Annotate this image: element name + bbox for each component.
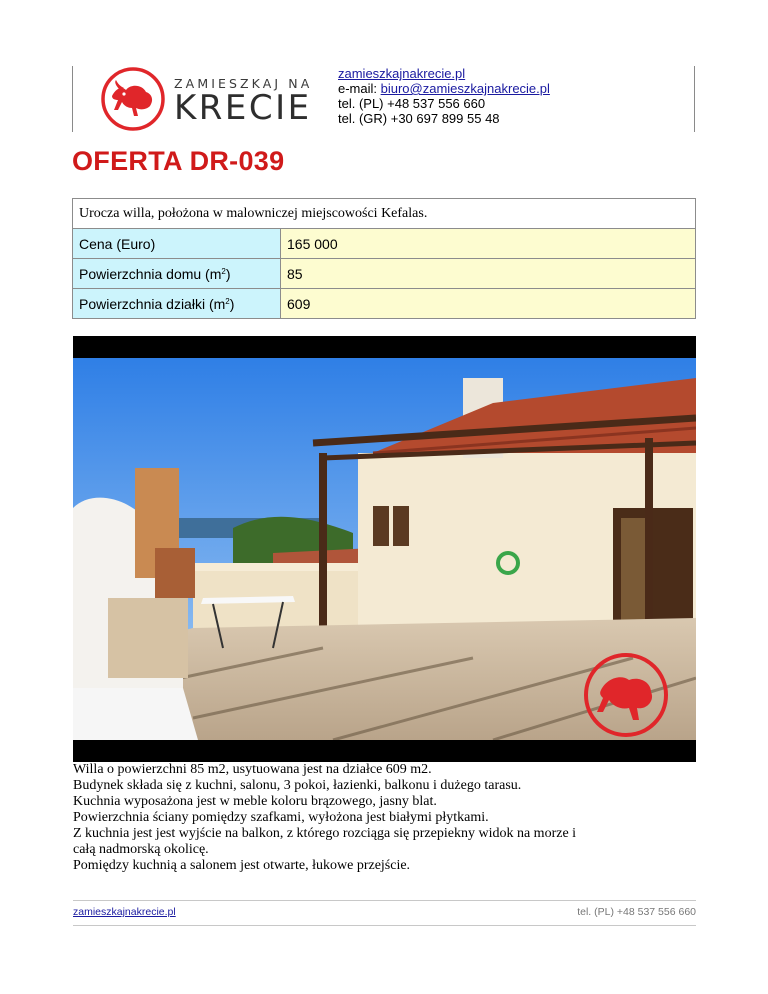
description-paragraph: Willa o powierzchni 85 m2, usytuowana jest na działce 609 m2. (73, 762, 432, 777)
description-paragraph: całą nadmorską okolicę. (73, 842, 209, 857)
table-row (73, 229, 696, 259)
plot-area-label: Powierzchnia działki $(m^2)$ (73, 289, 281, 319)
logo-text-bottom: KRECIE (174, 88, 312, 128)
website-link[interactable]: zamieszkajnakrecie.pl (338, 66, 466, 81)
house-area-value: 85 (281, 259, 696, 289)
header-divider-right (694, 66, 695, 132)
description-paragraph: Kuchnia wyposażona jest w meble koloru brązowego, jasny blat. (73, 794, 437, 809)
property-photo (73, 336, 696, 762)
email-label: e-mail: (338, 81, 381, 96)
property-description (73, 762, 693, 874)
company-logo[interactable] (100, 64, 320, 134)
description-paragraph: Pomiędzy kuchnią a salonem jest otwarte, łukowe przejście. (73, 858, 411, 873)
description-paragraph: Budynek składa się z kuchni, salonu, 3 pokoi, łazienki, balkonu i dużego tarasu. (73, 778, 522, 793)
footer-phone: tel. (PL) +48 537 556 660 (577, 906, 696, 918)
offer-title: OFERTA DR-039 (72, 146, 285, 176)
price-value: 165 000 (281, 229, 696, 259)
email-link[interactable]: biuro@zamieszkajnakrecie.pl (380, 81, 550, 96)
phone-gr: tel. (GR) +30 697 899 55 48 (338, 111, 500, 126)
description-paragraph: Z kuchnia jest jest wyjście na balkon, z którego rozciąga się przepiekny widok na morze i (73, 826, 577, 841)
contact-block (338, 66, 550, 126)
price-label: Cena (Euro) (73, 229, 281, 259)
table-row (73, 289, 696, 319)
house-area-label: Powierzchnia domu $(m^2)$ (73, 259, 281, 289)
description-paragraph: Powierzchnia ściany pomiędzy szafkami, wyłożona jest białymi płytkami. (73, 810, 489, 825)
offer-details-table (72, 198, 696, 319)
phone-pl: tel. (PL) +48 537 556 660 (338, 96, 486, 111)
footer-website-link[interactable]: zamieszkajnakrecie.pl (73, 906, 176, 918)
logo-text-top: ZAMIESZKAJ NA (174, 76, 313, 91)
description-row (73, 199, 696, 229)
header-divider-left (72, 66, 73, 132)
offer-description: Urocza willa, położona w malowniczej miejscowości Kefalas. (73, 199, 696, 229)
plot-area-value: 609 (281, 289, 696, 319)
footer-rule-top (73, 900, 696, 901)
bull-seal-icon (100, 66, 166, 132)
villa-terrace-image (73, 358, 696, 740)
footer-rule-bottom (73, 925, 696, 926)
table-row (73, 259, 696, 289)
